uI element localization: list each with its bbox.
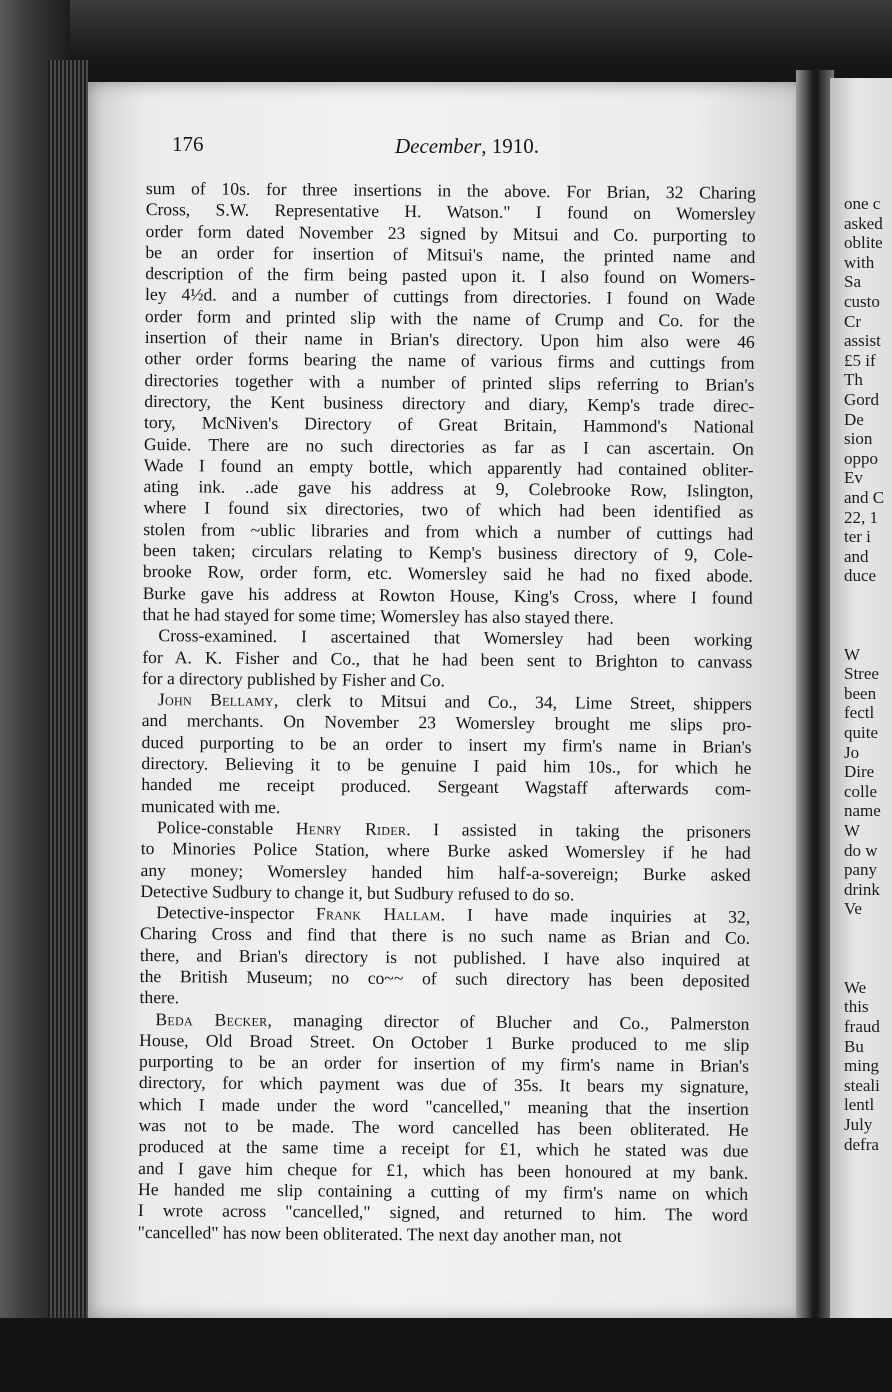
facing-page-line: W [844,644,861,664]
text-line: the British Museum; no co~~ of such directory has been deposited [139,965,750,991]
text-line: produced at the same time a receipt for £1, which he stated was due [138,1136,749,1162]
facing-page-line: colle [844,781,878,801]
line-text: . I assisted in taking the prisoners [406,818,751,842]
facing-page-line: and C [844,487,885,507]
facing-page-line: fectl [844,703,875,723]
facing-page-line: Stree [844,664,879,684]
text-line: "cancelled" has now been obliterated. The next day another man, not [137,1221,622,1246]
text-line: Detective Sudbury to change it, but Sudbury refused to do so. [140,880,575,905]
facing-page-line: Sa [844,272,861,292]
facing-page-line: been [844,683,877,703]
running-head [395,134,539,159]
paragraph-prefix: Detective-inspector [156,902,317,924]
text-line: stolen from ~ublic libraries and from which a number of cuttings had [143,518,754,544]
facing-page-line: Cr [844,311,861,331]
scan-border-top [0,0,892,90]
facing-page-line: Ev [844,468,863,488]
text-line: and merchants. On November 23 Womersley brought me slips pro- [141,710,752,736]
text-line: directory, for which payment was due of 35s. It bears my signature, [138,1072,749,1098]
text-line: brooke Row, order form, etc. Womersley said he had no fixed abode. [142,561,753,587]
text-line: where I found six directories, two of which had been identified as [143,497,754,523]
facing-page-line: one c [844,194,881,213]
text-line: He handed me slip containing a cutting of my firm's name on which [137,1178,749,1204]
line-text: . I have made inquiries at 32, [440,904,751,927]
witness-name: Frank Hallam [315,903,441,925]
running-head-year: , 1910. [481,134,540,158]
facing-page-line: De [844,409,864,429]
facing-page-line: lentl [844,1095,875,1115]
facing-page-line: oblite [844,233,883,253]
text-line: House, Old Broad Street. On October 1 Burke produced to me slip [139,1029,750,1055]
paragraph-prefix: Police-constable [156,817,296,839]
facing-page-line: Ve [844,899,862,919]
facing-page-line: 22, 1 [844,507,878,527]
line-text: , clerk to Mitsui and Co., 34, Lime Street, shippers [273,690,752,714]
facing-page-line: drink [844,879,880,899]
paragraph [142,625,752,694]
facing-page-line: ming [844,1056,879,1076]
facing-page-line: this [844,997,869,1017]
facing-page-line: Dire [844,762,875,782]
facing-page-text [844,194,892,1154]
facing-page-line: assist [844,331,881,351]
text-line: Cross-examined. I ascertained that Womersley had been working [158,625,753,651]
paragraph [141,689,752,822]
line-text: , managing director of Blucher and Co., Palmerston [267,1009,750,1034]
facing-page-line [844,586,892,606]
paragraph [140,817,751,907]
facing-page-line: Th [844,370,863,390]
text-line: handed me receipt produced. Sergeant Wagstaff afterwards com- [141,774,752,800]
text-line: directories together with a number of printed slips referring to Brian's [144,369,755,395]
text-line: which I made under the word "cancelled," meaning that the insertion [138,1093,749,1119]
body-text [138,178,756,1248]
text-line: Burke gave his address at Rowton House, King's Cross, where I found [142,582,753,608]
text-line: I wrote across "cancelled," signed, and returned to him. The word [137,1200,748,1226]
text-line: duced purporting to be an order to insert my firm's name in Brian's [141,731,752,757]
text-line: Guide. There are no such directories as far as I can ascertain. On [143,433,754,459]
text-line: order form dated November 23 signed by Mitsui and Co. purporting to [145,220,756,246]
text-line: there, and Brian's directory is not published. I have also inquired at [139,944,750,970]
facing-page-line: Jo [844,742,860,762]
running-head-month: December [395,134,482,158]
facing-page-line: defra [844,1134,879,1154]
facing-page-line: oppo [844,448,878,468]
facing-page [830,78,892,1328]
facing-page-line: July [844,1114,873,1134]
text-line: sum of 10s. for three insertions in the above. For Brian, 32 Charing [145,178,756,203]
text-line: to Minories Police Station, where Burke asked Womersley if he had [140,838,751,863]
text-line: description of the firm being pasted upon it. I also found on Womers- [145,263,756,288]
text-line: that he had stayed for some time; Womersley has also stayed there. [142,603,614,628]
facing-page-line: £5 if [844,350,876,370]
text-line: other order forms bearing the name of various firms and cuttings from [144,348,755,374]
text-line: municated with me. [140,795,281,817]
facing-page-line: ter i [844,527,871,547]
book-gutter [796,70,834,1330]
text-line: directory, the Kent business directory and diary, Kemp's trade direc- [144,390,755,416]
facing-page-line: name [844,801,881,821]
facing-page-line: Bu [844,1036,864,1056]
text-line: ley 4½d. and a number of cuttings from directories. I found on Wade [145,284,756,310]
facing-page-line: steali [844,1075,880,1095]
text-line: purporting to be an order for insertion of my firm's name in Brian's [138,1051,750,1076]
witness-name: Henry Rider [295,818,407,839]
facing-page-line [844,625,892,645]
scan-border-bottom [0,1318,892,1392]
text-line: there. [139,987,180,1008]
text-line: Cross, S.W. Representative H. Watson." I found on Womersley [145,199,756,225]
paragraph [142,178,755,630]
text-line: any money; Womersley handed him half-a-sovereign; Burke asked [140,859,751,885]
text-line: Wade I found an empty bottle, which apparently had contained obliter- [143,454,754,480]
facing-page-line: sion [844,429,873,449]
text-line: for a directory published by Fisher and Co. [141,667,446,691]
facing-page-line: We [844,977,867,997]
facing-page-line [844,958,892,978]
book-page-edges [48,60,88,1350]
facing-page-line [844,919,892,939]
facing-page-line: fraud [844,1016,880,1036]
facing-page-line: asked [844,213,883,233]
facing-page-line: quite [844,723,878,743]
text-line: order form and printed slip with the name of Crump and Co. for the [144,305,755,331]
text-line: ating ink. ..ade gave his address at 9, Colebrooke Row, Islington, [143,476,754,501]
paragraph [138,1009,750,1248]
facing-page-line: custo [844,291,880,311]
text-line: directory. Believing it to be genuine I paid him 10s., for which he [141,752,752,778]
text-line: been taken; circulars relating to Kemp's business directory of 9, Cole- [142,540,754,565]
facing-page-line: and [844,546,869,566]
facing-page-line: W [844,821,861,840]
facing-page-line [844,605,892,625]
text-line: Charing Cross and find that there is no such name as Brian and Co. [139,923,751,949]
facing-page-line: duce [844,566,877,586]
text-line: for A. K. Fisher and Co., that he had been sent to Brighton to canvass [142,646,753,672]
witness-name: John Bellamy [157,689,275,711]
witness-name: Beda Becker [155,1008,268,1030]
paragraph [139,902,750,1013]
text-line: was not to be made. The word cancelled has been obliterated. He [138,1115,749,1140]
text-line: tory, McNiven's Directory of Great Britain, Hammond's National [144,412,755,438]
text-line: insertion of their name in Brian's directory. Upon him also were 46 [144,327,755,352]
facing-page-line: do w [844,840,878,860]
facing-page-line [844,939,892,959]
text-line: be an order for insertion of Mitsui's name, the printed name and [145,241,756,267]
facing-page-line: pany [844,860,878,880]
facing-page-line: Gord [844,389,879,409]
page-number: 176 [172,132,204,156]
facing-page-line: with [844,252,875,272]
text-line: and I gave him cheque for £1, which has been honoured at my bank. [138,1157,749,1183]
